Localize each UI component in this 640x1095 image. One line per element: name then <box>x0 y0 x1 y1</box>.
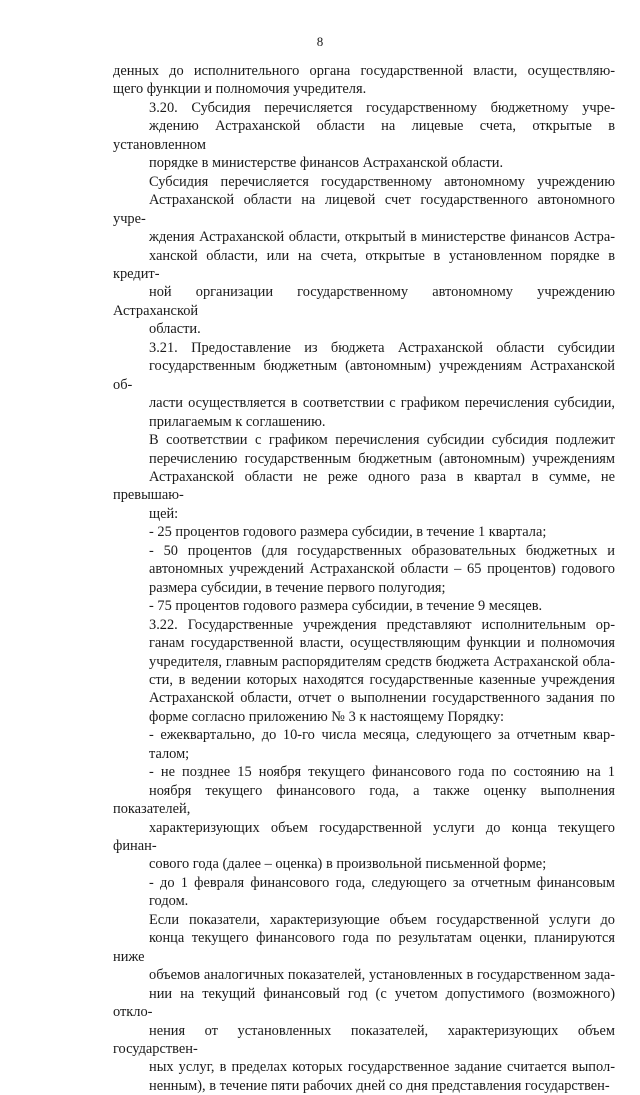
text-line: щего функции и полномочия учредителя. <box>113 81 367 98</box>
text-line: В соответствии с графиком перечисления субсидии субсидия подлежит <box>149 432 615 449</box>
text-line: ноября текущего финансового года, а также оценку выполнения показателей, <box>113 782 615 818</box>
text-line: сового года (далее – оценка) в произвольной письменной форме; <box>149 856 547 873</box>
text-line: форме согласно приложению № 3 к настоящему Порядку: <box>149 708 505 725</box>
text-line: ханской области, или на счета, открытые в установленном порядке в кредит- <box>113 247 615 282</box>
text-line: - не позднее 15 ноября текущего финансового года по состоянию на 1 <box>149 764 615 781</box>
text-line: - 25 процентов годового размера субсидии, в течение 1 квартала; <box>149 524 547 541</box>
text-line: талом; <box>149 745 190 762</box>
text-line: ждения Астраханской области, открытый в министерстве финансов Астра- <box>149 229 615 246</box>
document-body <box>113 62 615 1095</box>
paragraph-p3 <box>113 173 615 339</box>
paragraph-p13 <box>113 911 615 1095</box>
text-line: Если показатели, характеризующие объем государственной услуги до <box>149 911 615 928</box>
text-line: 3.20. Субсидия перечисляется государственному бюджетному учре- <box>149 99 615 116</box>
text-line: - ежеквартально, до 10-го числа месяца, следующего за отчетным квар- <box>149 727 615 744</box>
paragraph-p1 <box>113 62 615 99</box>
text-line: ненным), в течение пяти рабочих дней со дня представления государствен- <box>149 1077 610 1094</box>
text-line: Субсидия перечисляется государственному автономному учреждению <box>149 173 615 190</box>
page-number: 8 <box>316 34 324 49</box>
paragraph-p7 <box>113 542 615 597</box>
paragraph-p2 <box>113 99 615 173</box>
text-line: ганам государственной власти, осуществляющим функции и полномочия <box>149 635 615 652</box>
text-line: - 75 процентов годового размера субсидии, в течение 9 месяцев. <box>149 598 543 615</box>
text-line: ласти осуществляется в соответствии с графиком перечисления субсидии, <box>149 395 615 412</box>
paragraph-p4 <box>113 339 615 431</box>
paragraph-p11 <box>113 763 615 874</box>
text-line: - 50 процентов (для государственных образовательных бюджетных и <box>149 542 615 559</box>
text-line: конца текущего финансового года по результатам оценки, планируются ниже <box>113 930 615 965</box>
text-line: нии на текущий финансовый год (с учетом допустимого (возможного) откло- <box>113 985 615 1021</box>
text-line: щей: <box>149 505 179 522</box>
text-line: объемов аналогичных показателей, установленных в государственном зада- <box>149 967 615 984</box>
text-line: денных до исполнительного органа государственной власти, осуществляю- <box>113 63 615 79</box>
text-line: 3.21. Предоставление из бюджета Астраханской области субсидии <box>149 339 615 356</box>
paragraph-p6 <box>113 523 615 541</box>
text-line: сти, в ведении которых находятся государственные казенные учреждения <box>149 671 615 688</box>
text-line: ной организации государственному автономному учреждению Астраханской <box>113 284 615 319</box>
text-line: - до 1 февраля финансового года, следующего за отчетным финансовым <box>149 874 615 891</box>
paragraph-p9 <box>113 616 615 727</box>
text-line: 3.22. Государственные учреждения представляют исполнительным ор- <box>149 616 615 633</box>
text-line: автономных учреждений Астраханской области – 65 процентов) годового <box>149 561 615 578</box>
text-line: порядке в министерстве финансов Астраханской области. <box>149 155 504 172</box>
text-line: перечислению государственным бюджетным (автономным) учреждениям <box>149 450 615 467</box>
text-line: нения от установленных показателей, характеризующих объем государствен- <box>113 1022 615 1058</box>
text-line: учредителя, главным распорядителям средств бюджета Астраханской обла- <box>149 653 615 670</box>
text-line: Астраханской области не реже одного раза в квартал в сумме, не превышаю- <box>113 468 615 504</box>
paragraph-p8 <box>113 597 615 615</box>
paragraph-p12 <box>113 874 615 911</box>
text-line: размера субсидии, в течение первого полугодия; <box>149 579 446 596</box>
text-line: государственным бюджетным (автономным) учреждениям Астраханской об- <box>113 358 615 393</box>
text-line: Астраханской области, отчет о выполнении государственного задания по <box>149 690 615 707</box>
text-line: годом. <box>149 893 189 910</box>
text-line: области. <box>149 321 201 338</box>
text-line: прилагаемым к соглашению. <box>149 413 326 430</box>
paragraph-p5 <box>113 431 615 523</box>
text-line: ных услуг, в пределах которых государственное задание считается выпол- <box>149 1059 615 1076</box>
text-line: Астраханской области на лицевой счет государственного автономного учре- <box>113 192 615 227</box>
text-line: характеризующих объем государственной услуги до конца текущего финан- <box>113 819 615 855</box>
text-line: ждению Астраханской области на лицевые счета, открытые в установленном <box>113 118 615 153</box>
paragraph-p10 <box>113 726 615 763</box>
